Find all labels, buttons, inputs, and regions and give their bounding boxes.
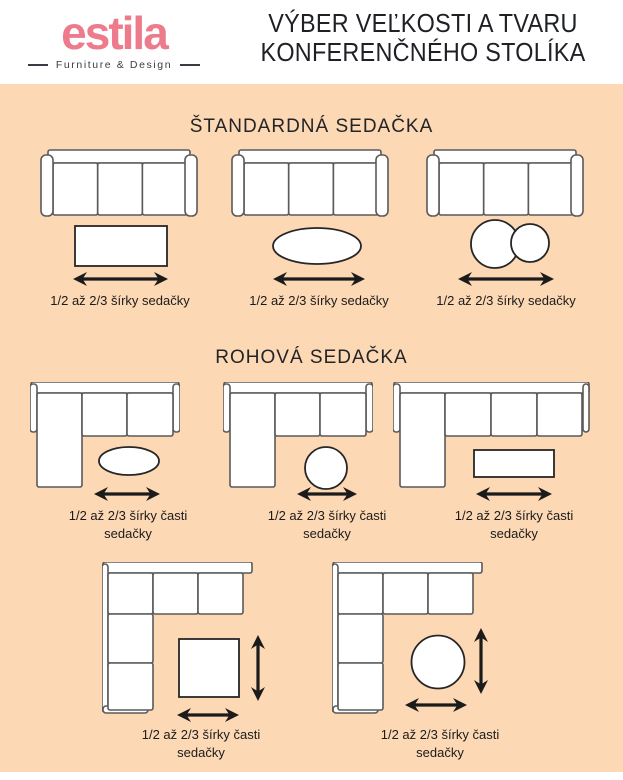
width-arrow-icon <box>404 697 468 713</box>
page-title <box>228 9 618 67</box>
sofa-corner-2 <box>223 382 373 488</box>
logo-wordmark: estila <box>61 7 167 59</box>
depth-arrow-icon <box>473 627 489 695</box>
caption-line-2: sedačky <box>104 526 152 541</box>
depth-arrow-icon <box>250 634 266 702</box>
diagram-caption <box>69 507 188 543</box>
tagline-left-dash <box>28 64 48 66</box>
width-arrow-icon <box>72 271 169 287</box>
logo <box>18 8 210 71</box>
caption-line-2: sedačky <box>303 526 351 541</box>
sofa-standard-2 <box>231 149 389 217</box>
table-two-circles-icon <box>468 217 552 271</box>
caption-line-2: sedačky <box>177 745 225 760</box>
section-heading-corner: ROHOVÁ SEDAČKA <box>215 347 408 368</box>
caption-line-1: 1/2 až 2/3 šírky časti <box>454 508 574 523</box>
table-rectangle-icon <box>473 449 555 478</box>
diagram-caption: 1/2 až 2/3 šírky sedačky <box>436 293 576 308</box>
width-arrow-icon <box>475 486 553 502</box>
diagram-caption <box>142 726 261 762</box>
diagram-caption <box>381 726 500 762</box>
tagline-right-dash <box>180 64 200 66</box>
page-title-line-2: KONFERENČNÉHO STOLÍKA <box>260 37 586 67</box>
caption-line-2: sedačky <box>490 526 538 541</box>
caption-line-1: 1/2 až 2/3 šírky časti <box>141 727 261 742</box>
diagram-caption <box>268 507 387 543</box>
table-oval-icon <box>98 446 160 476</box>
page-title-line-1: VÝBER VEĽKOSTI A TVARU <box>268 8 578 38</box>
sofa-standard-1 <box>40 149 198 217</box>
caption-line-2: sedačky <box>416 745 464 760</box>
caption-line-1: 1/2 až 2/3 šírky časti <box>267 508 387 523</box>
width-arrow-icon <box>296 486 358 502</box>
diagram-caption: 1/2 až 2/3 šírky sedačky <box>249 293 389 308</box>
table-circle-icon <box>304 446 348 490</box>
table-oval-icon <box>272 227 362 265</box>
logo-tagline-row <box>18 59 210 71</box>
table-square-icon <box>178 638 240 698</box>
caption-line-1: 1/2 až 2/3 šírky časti <box>68 508 188 523</box>
width-arrow-icon <box>93 486 161 502</box>
width-arrow-icon <box>272 271 366 287</box>
caption-line-1: 1/2 až 2/3 šírky časti <box>380 727 500 742</box>
diagram-caption <box>455 507 574 543</box>
sofa-standard-3 <box>426 149 584 217</box>
table-rectangle-icon <box>74 225 168 267</box>
header <box>0 0 623 84</box>
logo-tagline: Furniture & Design <box>55 59 173 71</box>
section-heading-standard: ŠTANDARDNÁ SEDAČKA <box>189 116 434 137</box>
table-circle-icon <box>410 634 466 690</box>
width-arrow-icon <box>457 271 555 287</box>
width-arrow-icon <box>176 707 240 723</box>
diagram-caption: 1/2 až 2/3 šírky sedačky <box>50 293 190 308</box>
